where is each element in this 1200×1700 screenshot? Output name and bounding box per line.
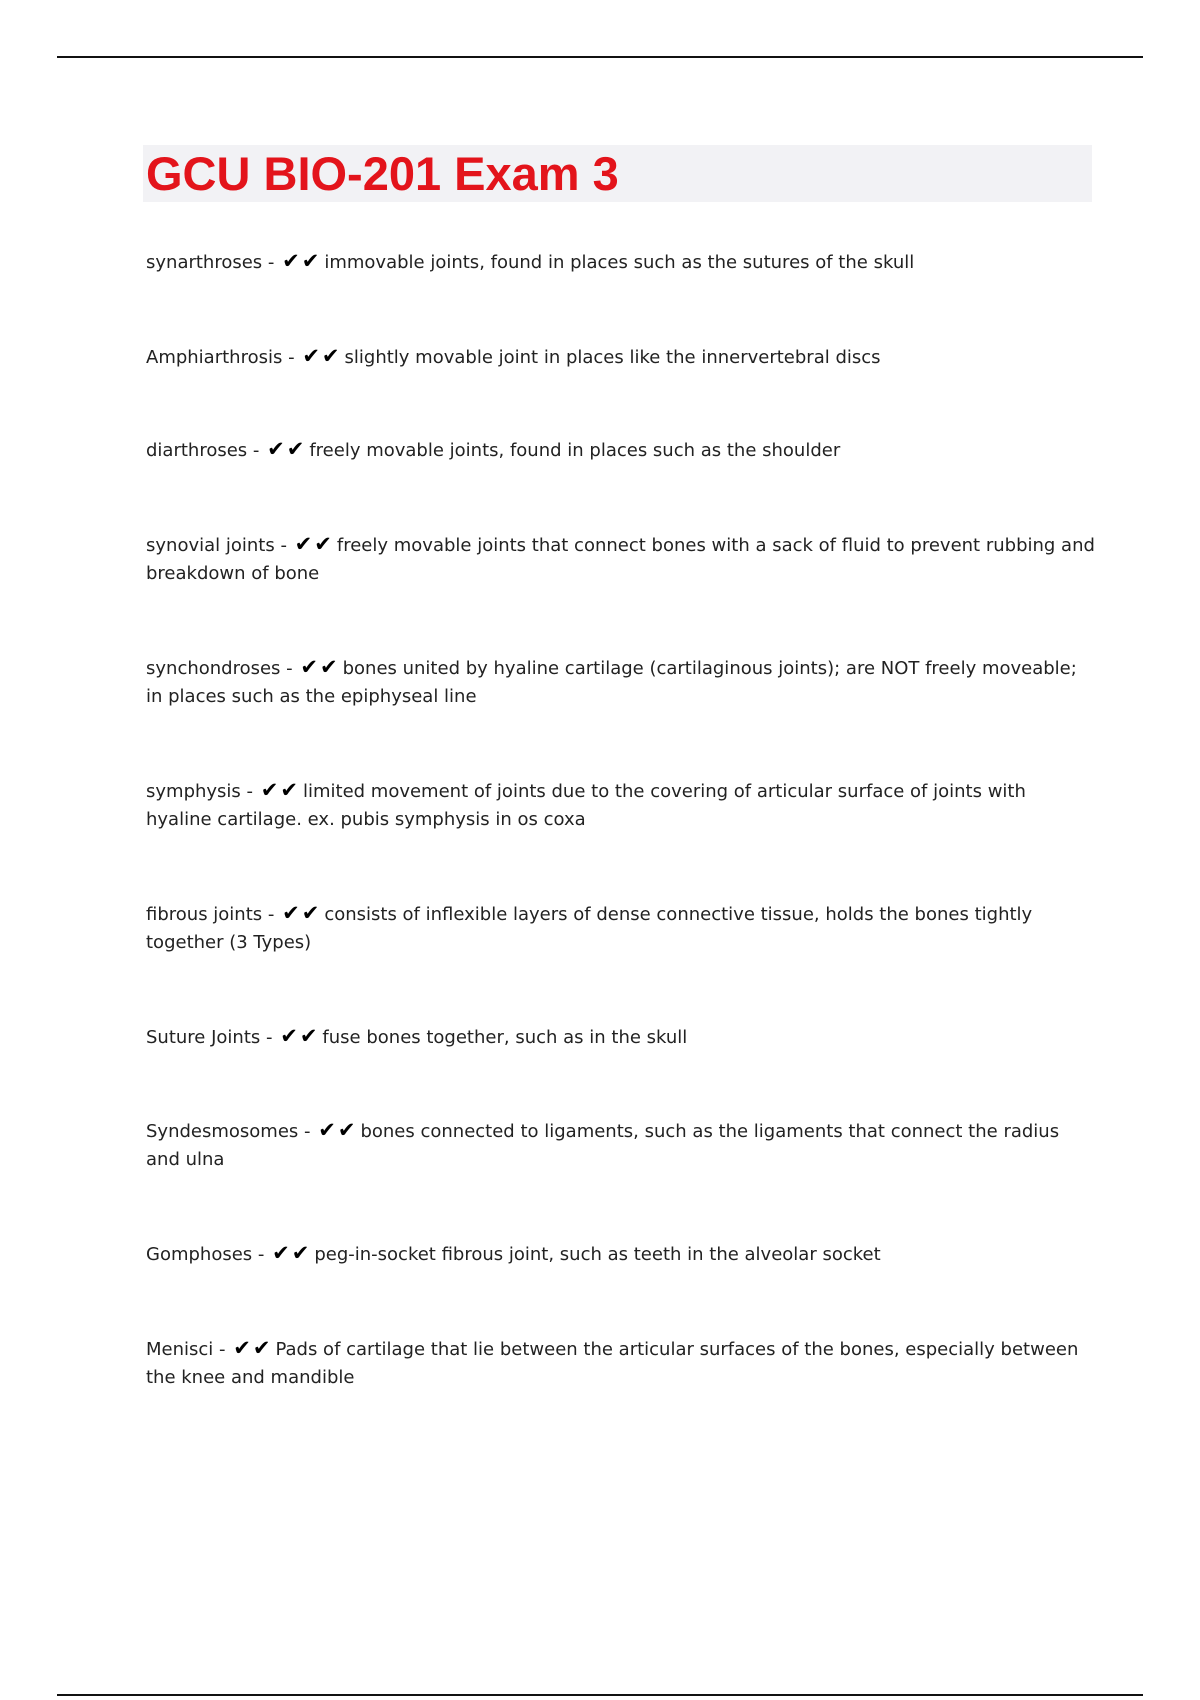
entry-suture-joints [146, 1022, 1096, 1052]
entry-definition: bones united by hyaline cartilage (cartilaginous joints); are NOT freely moveable; in places such as the epiphyseal line [146, 658, 1077, 707]
check-marks-icon: ✔✔ [280, 1024, 320, 1048]
entry-definition: fuse bones together, such as in the skull [322, 1027, 688, 1048]
check-marks-icon: ✔✔ [294, 532, 334, 556]
check-marks-icon: ✔✔ [282, 901, 322, 925]
entry-term: synovial joints - [146, 535, 287, 556]
entry-term: Gomphoses - [146, 1244, 265, 1265]
check-marks-icon: ✔✔ [267, 437, 307, 461]
entry-definition: consists of inflexible layers of dense connective tissue, holds the bones tightly together (3 Types) [146, 904, 1033, 953]
entry-definition: immovable joints, found in places such as the sutures of the skull [324, 252, 915, 273]
entry-menisci [146, 1334, 1096, 1392]
entry-term: synchondroses - [146, 658, 293, 679]
entry-term: diarthroses - [146, 440, 260, 461]
entry-definition: slightly movable joint in places like the innervertebral discs [344, 347, 881, 368]
entry-gomphoses [146, 1239, 1096, 1269]
top-rule [57, 56, 1143, 58]
entry-syndesmosomes [146, 1116, 1096, 1174]
page-title: GCU BIO-201 Exam 3 [146, 147, 619, 200]
entry-term: symphysis - [146, 781, 254, 802]
entry-term: Suture Joints - [146, 1027, 273, 1048]
entry-symphysis [146, 776, 1096, 834]
check-marks-icon: ✔✔ [260, 778, 300, 802]
entry-synchondroses [146, 653, 1096, 711]
check-marks-icon: ✔✔ [233, 1336, 273, 1360]
entry-definition: bones connected to ligaments, such as the ligaments that connect the radius and ulna [146, 1121, 1060, 1170]
check-marks-icon: ✔✔ [302, 344, 342, 368]
entry-definition: freely movable joints, found in places such as the shoulder [309, 440, 841, 461]
entry-definition: peg-in-socket fibrous joint, such as teeth in the alveolar socket [314, 1244, 881, 1265]
entry-term: Amphiarthrosis - [146, 347, 295, 368]
entry-amphiarthrosis [146, 342, 1096, 372]
entry-synarthroses [146, 247, 1096, 277]
entry-term: Menisci - [146, 1339, 226, 1360]
entry-definition: freely movable joints that connect bones with a sack of fluid to prevent rubbing and breakdown of bone [146, 535, 1095, 584]
check-marks-icon: ✔✔ [272, 1241, 312, 1265]
entry-term: synarthroses - [146, 252, 275, 273]
check-marks-icon: ✔✔ [318, 1118, 358, 1142]
entry-term: Syndesmosomes - [146, 1121, 311, 1142]
entry-diarthroses [146, 435, 1096, 465]
entry-synovial-joints [146, 530, 1096, 588]
check-marks-icon: ✔✔ [282, 249, 322, 273]
bottom-rule [57, 1694, 1143, 1696]
entry-term: fibrous joints - [146, 904, 275, 925]
check-marks-icon: ✔✔ [300, 655, 340, 679]
entry-definition: limited movement of joints due to the covering of articular surface of joints with hyaline cartilage. ex. pubis symphysis in os coxa [146, 781, 1026, 830]
entry-definition: Pads of cartilage that lie between the articular surfaces of the bones, especially between the knee and mandible [146, 1339, 1079, 1388]
entry-fibrous-joints [146, 899, 1096, 957]
